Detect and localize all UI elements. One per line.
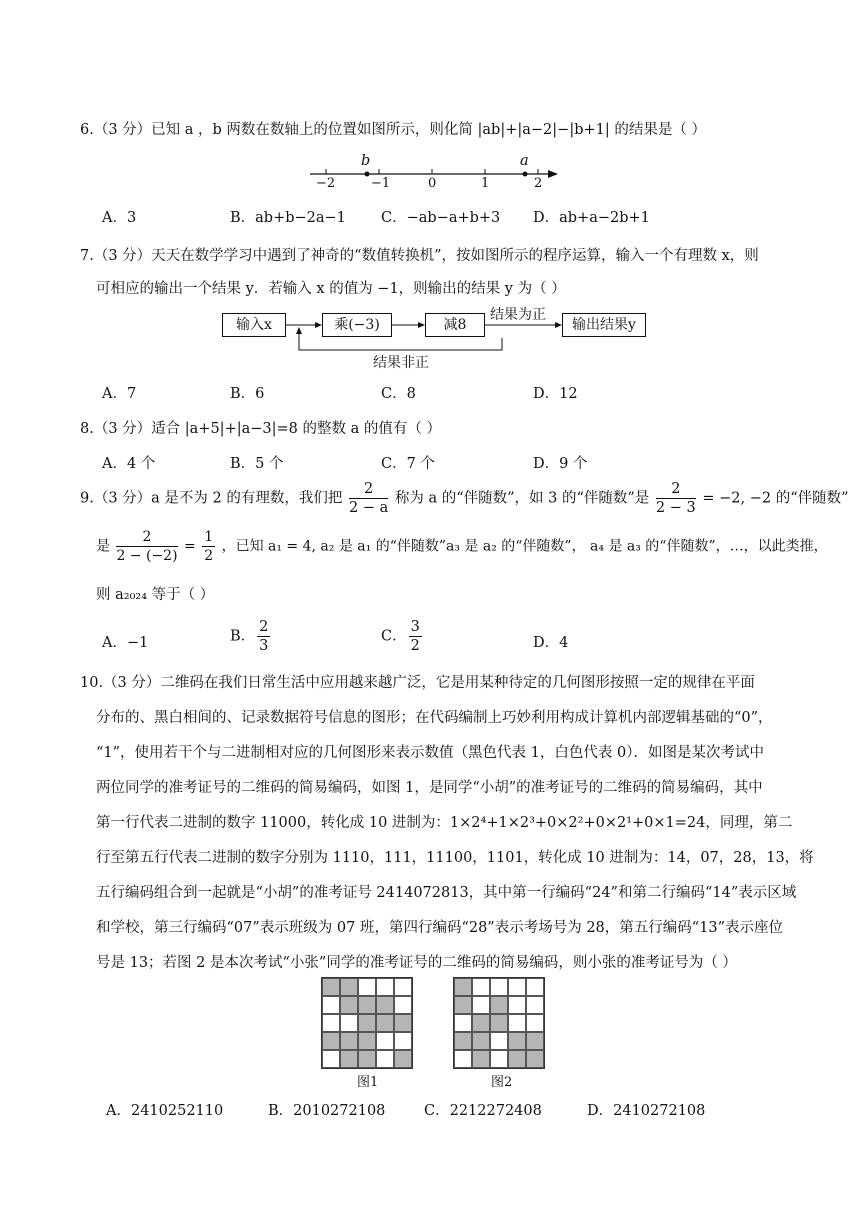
q8-option-c[interactable]: C．7 个 [381,456,435,472]
tick-label: 2 [534,176,543,191]
qr-cell-white [454,1014,472,1032]
fraction: $\frac{2}{2 - (-2)}$ [116,529,178,564]
qr-cell-white [454,1050,472,1068]
q10-line: 和学校，第三行编码“07”表示班级为 07 班，第四行编码“28”表示考场号为 28，第五行编码“13”表示座位 [96,920,784,936]
qr-cell-white [340,1014,358,1032]
q6-option-c[interactable]: C．−ab−a+b+3 [381,210,501,226]
qr-cell-white [376,978,394,996]
qr-cell-black [472,1050,490,1068]
qr-cell-white [322,1050,340,1068]
qr-cell-white [490,1050,508,1068]
q7-line1: 7.（3 分）天天在数学学习中遇到了神奇的“数值转换机”，按如图所示的程序运算，输入一个有理数 x，则 [80,248,759,264]
q10-line: 五行编码组合到一起就是“小胡”的准考证号 2414072813，其中第一行编码“24”和第二行编码“14”表示区域 [96,885,797,901]
qr-cell-white [322,1014,340,1032]
qr-cell-black [340,978,358,996]
q9-line1c: = −2, −2 的“伴随数” [702,490,849,507]
qr-cell-black [508,1032,526,1050]
q9-line3: 则 a₂₀₂₄ 等于（ ） [96,587,215,603]
qr-cell-white [526,996,544,1014]
qr-cell-black [322,978,340,996]
q10-option-b[interactable]: B．2010272108 [268,1103,386,1119]
qr-cell-black [526,1032,544,1050]
q6-option-d[interactable]: D．ab+a−2b+1 [533,210,650,226]
qr-cell-black [376,996,394,1014]
q7-option-d[interactable]: D．12 [533,386,578,402]
q9-line2: 是 $\frac{2}{2 - (-2)}$ = $\frac{1}{2}$ ，已知 a₁ = 4, a₂ 是 a₁ 的“伴随数”a₃ 是 a₂ 的“伴随数”， a₄ 是 a₃ 的“伴随数”，…，以此类推， [96,529,828,564]
q6-option-b[interactable]: B．ab+b−2a−1 [230,210,346,226]
q9-line1 [80,480,849,517]
flow-output-box: 输出结果y [562,313,646,337]
q10-line: 10.（3 分）二维码在我们日常生活中应用越来越广泛，它是用某种待定的几何图形按照一定的规律在平面 [80,675,755,691]
qr-cell-black [472,1014,490,1032]
qr-cell-black [490,1014,508,1032]
qr-cell-white [490,1032,508,1050]
qr-cell-black [340,1050,358,1068]
q10-line: “1”，使用若干个与二进制相对应的几何图形来表示数值（黑色代表 1，白色代表 0）．如图是某次考试中 [96,745,764,761]
qr-cell-black [490,996,508,1014]
qr-cell-white [526,1014,544,1032]
qr-cell-black [322,1032,340,1050]
flow-input-box: 输入x [222,313,286,337]
qr-cell-black [394,1014,412,1032]
q9-line1b: 称为 a 的“伴随数”，如 3 的“伴随数”是 [394,490,650,507]
q9-option-b[interactable]: B． $\frac{2}{3}$ [230,619,269,654]
qr-cell-black [376,1014,394,1032]
qr-cell-black [358,1014,376,1032]
q9-line1a: 9.（3 分）a 是不为 2 的有理数，我们把 [80,490,343,507]
flow-positive-label: 结果为正 [490,307,546,323]
q8-option-a[interactable]: A．4 个 [102,456,156,472]
q9-option-a[interactable]: A．−1 [102,635,149,651]
qr-cell-black [394,1050,412,1068]
figure1-caption: 图1 [357,1075,379,1090]
qr-cell-white [472,996,490,1014]
q7-option-c[interactable]: C．8 [381,386,416,402]
q10-line: 两位同学的准考证号的二维码的简易编码，如图 1，是同学“小胡”的准考证号的二维码的简易编码，其中 [96,780,763,796]
qr-cell-white [472,978,490,996]
qr-cell-black [340,1032,358,1050]
tick-label: 0 [428,176,437,191]
q6-option-a[interactable]: A．3 [102,210,137,226]
flow-subtract-box: 减8 [425,313,485,337]
tick-label: 1 [481,176,490,191]
qr-cell-black [454,996,472,1014]
q10-option-d[interactable]: D．2410272108 [587,1103,706,1119]
qr-cell-black [508,1050,526,1068]
q8-text: 8.（3 分）适合 |a+5|+|a−3|=8 的整数 a 的值有（ ） [80,421,441,437]
flow-multiply-box: 乘(−3) [322,313,392,337]
qr-cell-white [376,1032,394,1050]
qr-cell-white [526,978,544,996]
q7-line2: 可相应的输出一个结果 y．若输入 x 的值为 −1，则输出的结果 y 为（ ） [96,281,566,297]
fraction: $\frac{1}{2}$ [204,529,214,564]
q8-option-d[interactable]: D．9 个 [533,456,588,472]
q10-option-a[interactable]: A．2410252110 [106,1103,224,1119]
q10-option-c[interactable]: C．2212272408 [424,1103,542,1119]
q8-option-b[interactable]: B．5 个 [230,456,284,472]
qr-cell-black [358,996,376,1014]
q10-line: 号是 13；若图 2 是本次考试“小张”同学的准考证号的二维码的简易编码，则小张的准考证号为（ ） [96,955,737,971]
qr-cell-white [394,1032,412,1050]
fraction: $\frac{2}{2 - 3}$ [655,481,696,516]
qr-cell-black [454,978,472,996]
q7-option-b[interactable]: B．6 [230,386,265,402]
q9-option-d[interactable]: D．4 [533,635,569,651]
q7-option-a[interactable]: A．7 [102,386,137,402]
qr-cell-white [490,978,508,996]
qr-cell-black [472,1032,490,1050]
qr-cell-white [322,996,340,1014]
tick-label: −2 [316,176,336,191]
q10-line: 分布的、黑白相间的、记录数据符号信息的图形；在代码编制上巧妙利用构成计算机内部逻辑基础的“0”， [96,710,773,726]
figure2-caption: 图2 [491,1075,513,1090]
q9-option-c[interactable]: C． $\frac{3}{2}$ [381,619,420,654]
point-b-label: b [361,153,371,169]
qr-cell-white [394,996,412,1014]
qr-cell-white [508,1014,526,1032]
qr-cell-black [358,1032,376,1050]
qr-grid-figure1 [321,977,413,1069]
qr-cell-white [508,978,526,996]
q10-line: 行至第五行代表二进制的数字分别为 1110，111，11100，1101，转化成 10 进制为：14，07，28，13，将 [96,850,814,866]
tick-label: −1 [371,176,391,191]
fraction: $\frac{2}{2 - a}$ [348,481,389,516]
qr-cell-white [508,996,526,1014]
q10-line: 第一行代表二进制的数字 11000，转化成 10 进制为：1×2⁴+1×2³+0×2²+0×2¹+0×1=24，同理，第二 [96,815,793,831]
qr-cell-white [358,978,376,996]
qr-cell-white [376,1050,394,1068]
qr-cell-black [454,1032,472,1050]
point-a-label: a [520,153,529,169]
qr-cell-black [340,996,358,1014]
qr-cell-black [358,1050,376,1068]
flow-nonpositive-label: 结果非正 [373,355,429,371]
q6-text: 6.（3 分）已知 a ，b 两数在数轴上的位置如图所示，则化简 |ab|+|a−2|−|b+1| 的结果是（ ） [80,122,706,138]
qr-grid-figure2 [453,977,545,1069]
qr-cell-white [394,978,412,996]
qr-cell-black [526,1050,544,1068]
